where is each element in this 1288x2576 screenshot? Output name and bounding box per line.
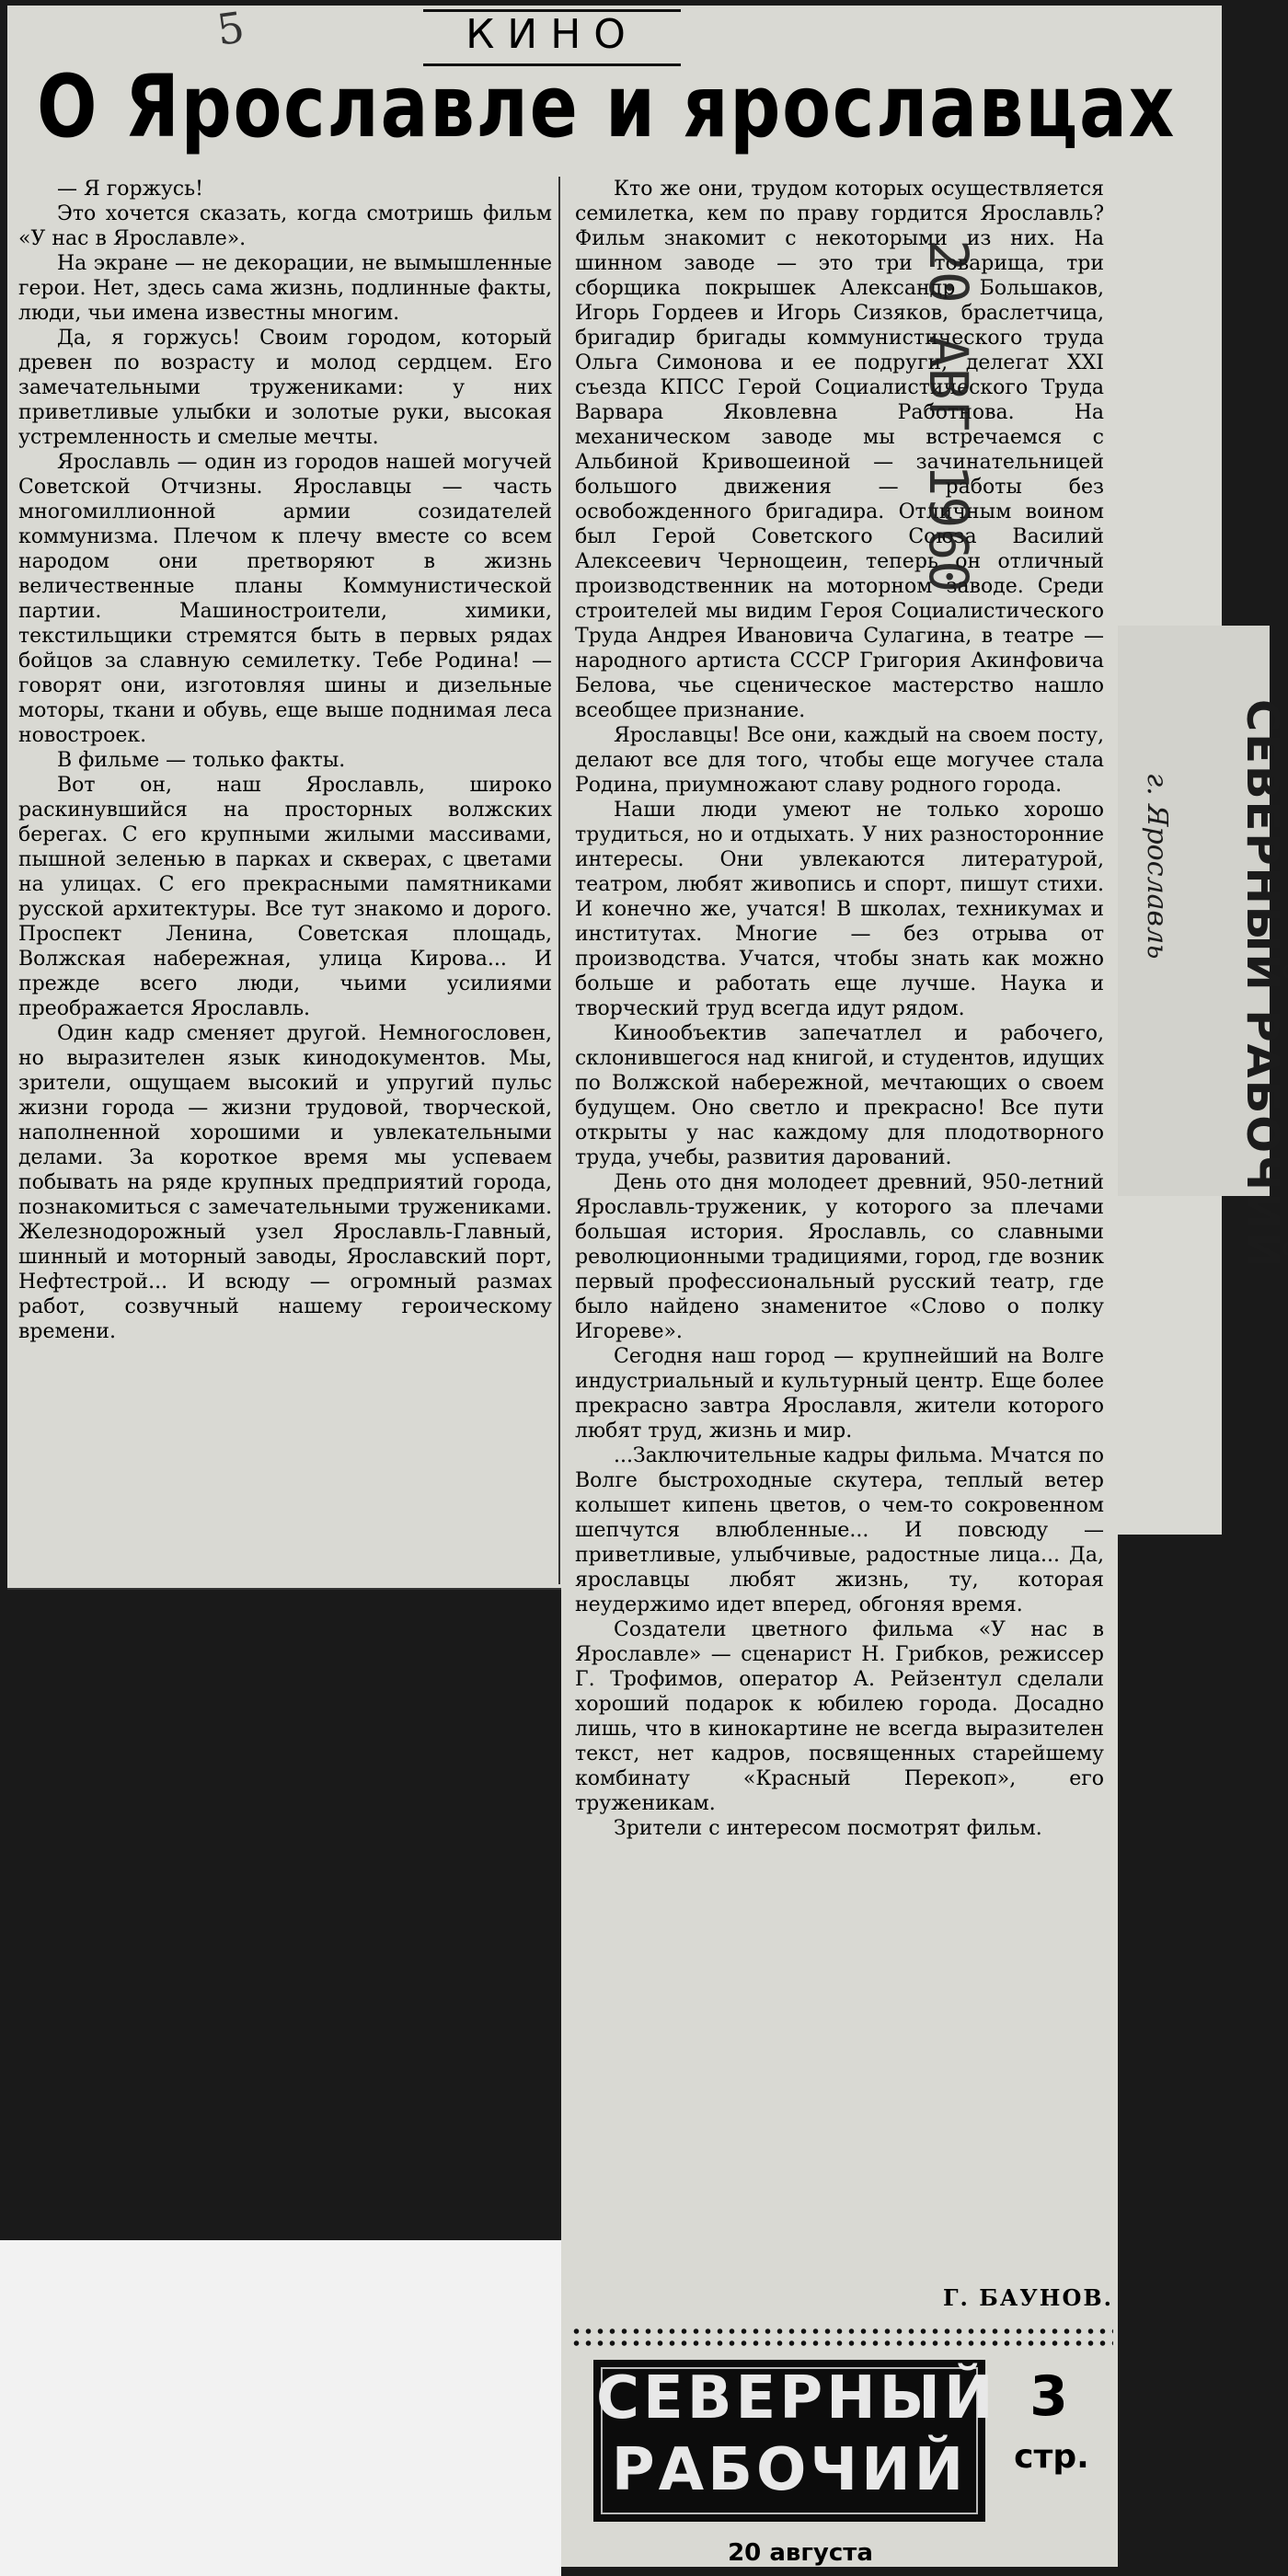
paragraph: На экране — не декорации, не вымышленные герои. Нет, здесь сама жизнь, подлинные факты, люди, чьи имена известны многим. [18, 252, 552, 325]
dotted-rule [570, 2340, 1113, 2347]
issue-date: 20 августа [728, 2539, 873, 2567]
author-signature: Г. БАУНОВ. [942, 2284, 1113, 2311]
masthead-line: РАБОЧИЙ [611, 2436, 968, 2504]
page-label: стр. [1014, 2438, 1089, 2476]
dotted-rule [570, 2328, 1113, 2335]
city-stamp: г. Ярославль [1141, 773, 1173, 960]
rubric: КИНО [423, 9, 681, 66]
page-number: 3 [1029, 2364, 1068, 2429]
column-divider [558, 177, 560, 1584]
article-left-column [18, 177, 552, 1584]
paragraph: Вот он, наш Ярославль, широко раскинувшийся на просторных волжских берегах. С его крупными жилыми массивами, пышной зеленью в парках и скверах, с цветами на улицах. С его прекрасными памятниками русской архитектуры. Все тут знакомо и дорого. Проспект Ленина, Советская площадь, Волжская набережная, улица Кирова... И прежде всего люди, чьими усилиями преображается Ярославль. [18, 774, 552, 1020]
paragraph: Это хочется сказать, когда смотришь фильм «У нас в Ярославле». [18, 202, 552, 250]
paragraph: Наши люди умеют не только хорошо трудиться, но и отдыхать. У них разносторонние интересы. Они увлекаются литературой, театром, любят живопись и спорт, пишут стихи. И конечно же, учатся! В школах, техникумах и институтах. Многие — без отрыва от производства. Учатся, чтобы знать как можно больше и работать еще лучше. Наука и творческий труд всегда идут рядом. [575, 799, 1104, 1020]
paragraph: ...Заключительные кадры фильма. Мчатся по Волге быстроходные скутера, теплый ветер колышет кипень цветов, о чем-то сокровенном шепчутся влюбленные... И повсюду — приветливые, улыбчивые, радостные лица... Да, ярославцы любят жизнь, ту, которая неудержимо идет вперед, обгоняя время. [575, 1444, 1104, 1616]
paragraph: — Я горжусь! [57, 178, 203, 201]
paragraph: Ярославцы! Все они, каждый на своем посту, делают все для того, чтобы еще могучее стала Родина, приумножают славу родного города. [575, 724, 1104, 797]
masthead-line: СЕВЕРНЫЙ [596, 2364, 997, 2432]
paragraph: Ярославль — один из городов нашей могучей Советской Отчизны. Ярославцы — часть многомиллионной армии созидателей коммунизма. Плечом к плечу вместе со всем народом они претворяют в жизнь величественные планы Коммунистической партии. Машиностроители, химики, текстильщики стремятся быть в первых рядах бойцов за славную семилетку. Тебе Родина! — говорят они, изготовляя шины и дизельные моторы, ткани и обувь, еще выше поднимая леса новостроек. [18, 451, 552, 747]
page-title: О Ярославле и ярославцах [37, 57, 1176, 157]
newspaper-masthead [593, 2360, 997, 2522]
paper-stamp: СЕВЕРНЫЙ РАБОЧИЙ [1236, 699, 1288, 1271]
paragraph: Создатели цветного фильма «У нас в Ярославле» — сценарист Н. Грибков, режиссер Г. Трофимов, оператор А. Рейзентул сделали хороший подарок к юбилею города. Досадно лишь, что в кинокартине не всегда выразителен текст, нет кадров, посвященных старейшему комбинату «Красный Перекоп», его труженикам. [575, 1618, 1104, 1815]
paragraph: День ото дня молодеет древний, 950-летний Ярославль-труженик, у которого за плечами большая история. Ярославль, со славными революционными традициями, город, где возник первый профессиональный русский театр, где было найдено знаменитое «Слово о полку Игореве». [575, 1171, 1104, 1343]
column-end-rule [7, 1588, 561, 1590]
paragraph: Сегодня наш город — крупнейший на Волге индустриальный и культурный центр. Еще более прекрасно завтра Ярославля, жители которого любят труд, жизнь и мир. [575, 1345, 1104, 1443]
paragraph: Кто же они, трудом которых осуществляется семилетка, кем по праву гордится Ярославль? Фильм знакомит с некоторыми из них. На шинном заводе — это три товарища, три сборщика покрышек Александр Большаков, Игорь Гордеев и Игорь Сизяков, браслетчица, бригадир бригады коммунистического труда Ольга Симонова и ее подруги, делегат XXI съезда КПСС Герой Социалистического Труда Варвара Яковлевна Работнова. На механическом заводе мы встречаемся с Альбиной Кривошеиной — зачинательницей большого движения — работы без освобожденного бригадира. Отличным воином был Герой Советского Союза Василий Алексеевич Чернощеин, теперь он отличный производственник на моторном заводе. Среди строителей мы видим Героя Социалистического Труда Андрея Ивановича Сулагина, в театре — народного артиста СССР Григория Акинфовича Белова, чье сценическое мастерство нашло всеобщее признание. [575, 178, 1104, 722]
handwritten-mark: 5 [213, 2, 247, 55]
background-white [0, 2240, 561, 2576]
paragraph: В фильме — только факты. [57, 749, 346, 772]
paragraph: Зрители с интересом посмотрят фильм. [614, 1817, 1042, 1840]
paragraph: Да, я горжусь! Своим городом, который древен по возрасту и молод сердцем. Его замечательными тружениками: у них приветливые улыбки и золотые руки, высокая устремленность и смелые мечты. [18, 327, 552, 449]
paragraph: Кинообъектив запечатлел и рабочего, склонившегося над книгой, и студентов, идущих по Волжской набережной, мечтающих о своем будущем. Оно светло и прекрасно! Все пути открыты у нас каждому для плодотворного труда, учебы, развития дарований. [575, 1022, 1104, 1169]
paragraph: Один кадр сменяет другой. Немногословен, но выразителен язык кинодокументов. Мы, зрители, ощущаем высокий и упругий пульс жизни города — жизни трудовой, творческой, наполненной хорошими и увлекательными делами. За короткое время мы успеваем побывать на ряде крупных предприятий города, познакомиться с замечательными тружениками. Железнодорожный узел Ярославль-Главный, шинный и моторный заводы, Ярославский порт, Нефтестрой... И всюду — огромный размах работ, созвучный нашему героическому времени. [18, 1022, 552, 1343]
date-stamp: 20 АВГ 1960 [917, 239, 980, 593]
article-right-column [575, 177, 1104, 2293]
